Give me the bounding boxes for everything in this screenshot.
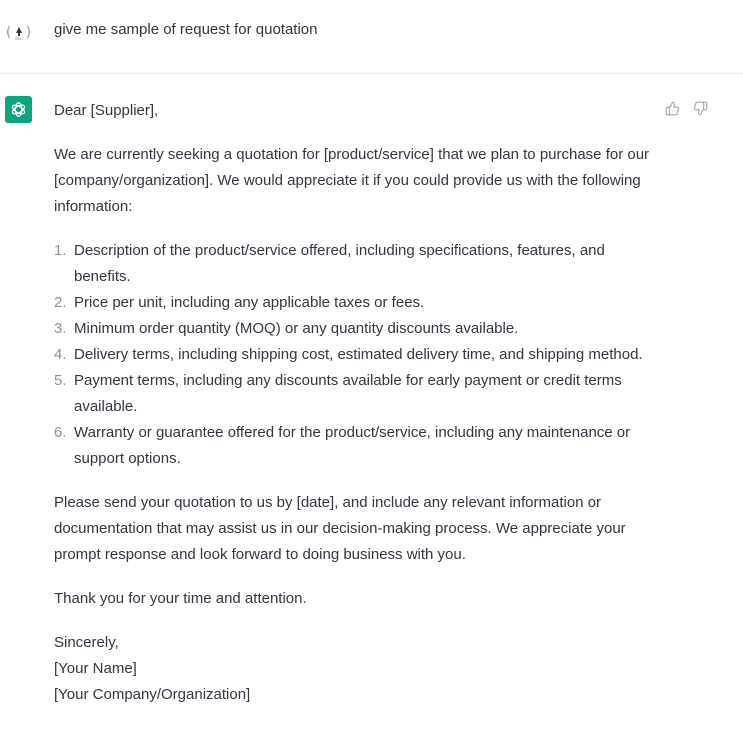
list-item-text: Minimum order quantity (MOQ) or any quantity discounts available. xyxy=(74,320,519,337)
list-item-text: Price per unit, including any applicable taxes or fees. xyxy=(74,294,425,311)
list-item xyxy=(54,368,654,420)
feedback-buttons xyxy=(664,100,708,116)
user-message-row xyxy=(0,0,743,74)
openai-logo-icon xyxy=(5,96,32,123)
list-item-text: Description of the product/service offered, including specifications, features, and benefits. xyxy=(74,242,605,285)
user-avatar-icon xyxy=(4,20,34,44)
list-item-number: 1. xyxy=(54,242,67,259)
list-item-number: 6. xyxy=(54,424,67,441)
request-paragraph: Please send your quotation to us by [date], and include any relevant information or documentation that may assist us in our decision-making process. We appreciate your prompt response and look forward to doing business with you. xyxy=(54,494,626,563)
list-item-number: 5. xyxy=(54,372,67,389)
list-item-number: 2. xyxy=(54,294,67,311)
list-item-number: 3. xyxy=(54,320,67,337)
list-item xyxy=(54,420,654,472)
thumbs-up-icon[interactable] xyxy=(664,100,680,116)
list-item-text: Payment terms, including any discounts available for early payment or credit terms available. xyxy=(74,372,622,415)
list-item xyxy=(54,290,654,316)
thanks-paragraph: Thank you for your time and attention. xyxy=(54,590,307,607)
user-message-text: give me sample of request for quotation xyxy=(54,21,318,38)
list-item xyxy=(54,238,654,290)
svg-text:): ) xyxy=(26,25,32,40)
list-item xyxy=(54,342,654,368)
thumbs-down-icon[interactable] xyxy=(692,100,708,116)
assistant-message-row xyxy=(0,74,743,743)
signature-name: [Your Name] xyxy=(54,660,137,677)
list-item-text: Delivery terms, including shipping cost, estimated delivery time, and shipping method. xyxy=(74,346,643,363)
greeting: Dear [Supplier], xyxy=(54,102,159,119)
list-item-text: Warranty or guarantee offered for the product/service, including any maintenance or support options. xyxy=(74,424,631,467)
list-item-number: 4. xyxy=(54,346,67,363)
assistant-message-content xyxy=(54,98,654,708)
list-item xyxy=(54,316,654,342)
signature-company: [Your Company/Organization] xyxy=(54,686,251,703)
requirements-list xyxy=(54,238,654,472)
sign-off: Sincerely, xyxy=(54,634,119,651)
svg-text:dbu: dbu xyxy=(15,36,23,41)
intro-paragraph: We are currently seeking a quotation for [product/service] that we plan to purchase for our [company/organization]. We would appreciate it if you could provide us with the following information: xyxy=(54,146,650,215)
signature-block xyxy=(54,630,654,708)
svg-text:(: ( xyxy=(6,25,12,40)
